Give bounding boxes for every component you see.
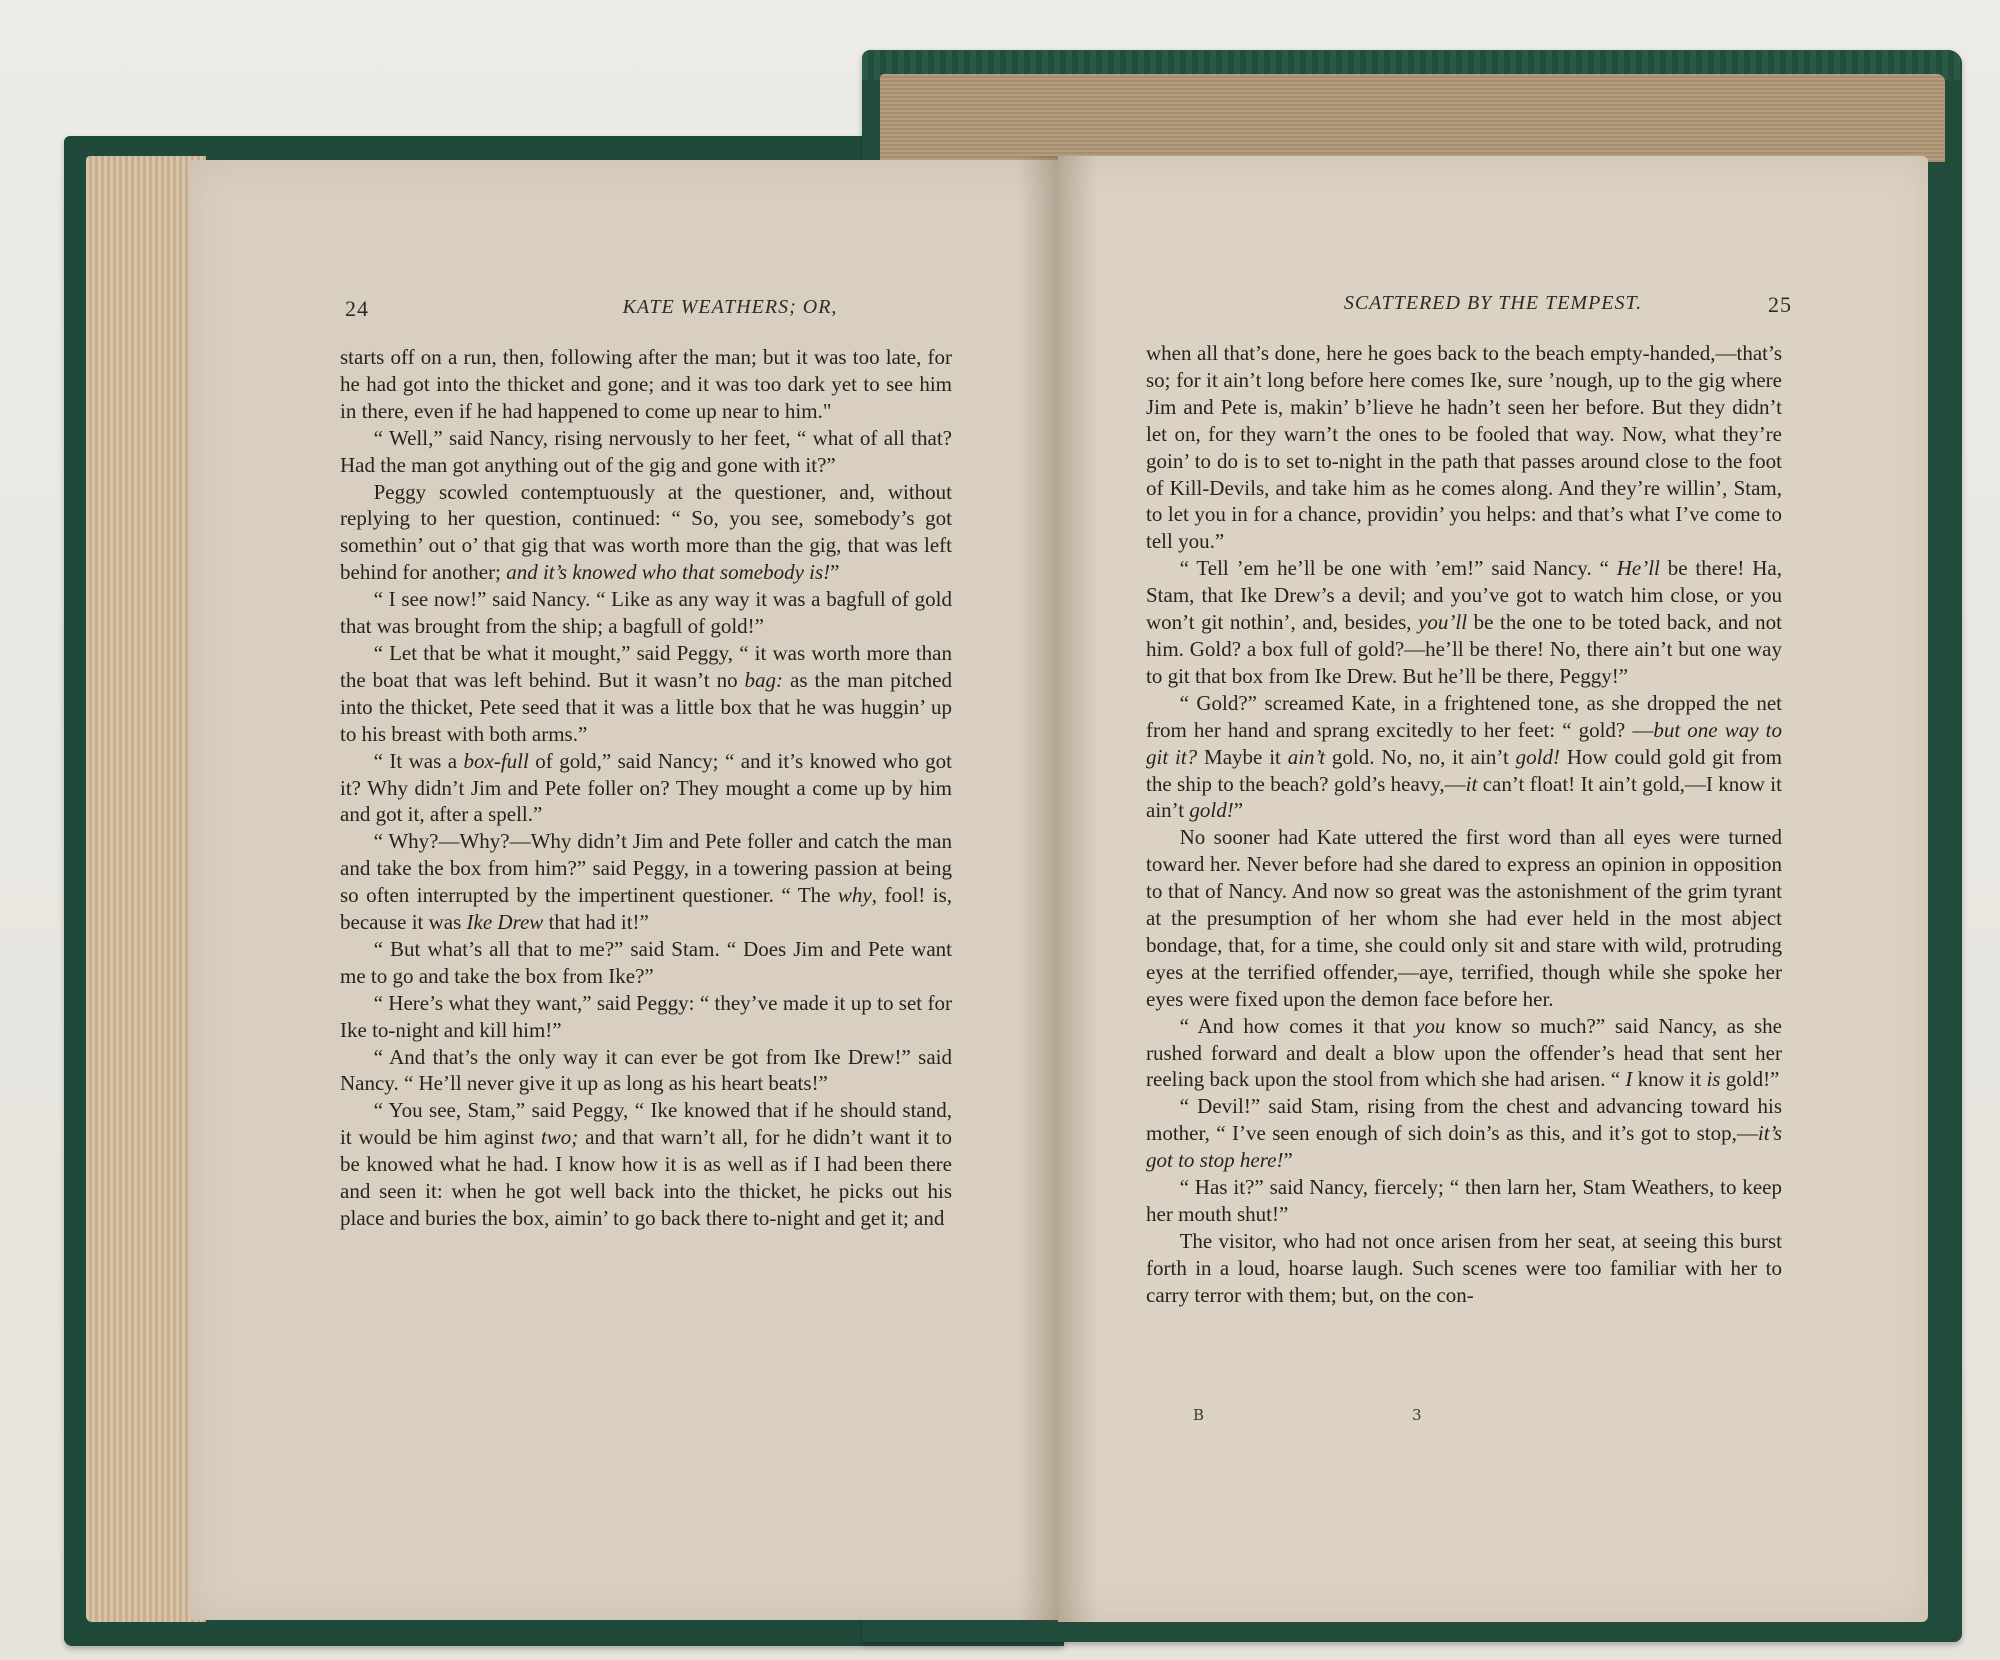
italic-text: you bbox=[1415, 1013, 1446, 1038]
right-page bbox=[1058, 156, 1928, 1622]
italic-text: gold! bbox=[1515, 744, 1560, 769]
italic-text: you’ll bbox=[1418, 610, 1468, 635]
italic-text: and it’s knowed who that somebody is! bbox=[506, 560, 831, 585]
paragraph: “ Why?—Why?—Why didn’t Jim and Pete foller and catch the man and take the box from him?” said Peggy, in a towering passion at being so often interrupted by the impertinent questioner. “ The why, fool! is, because it was Ike Drew that had it!” bbox=[340, 829, 953, 935]
paragraph: “ You see, Stam,” said Peggy, “ Ike knowed that if he should stand, it would be him aginst two; and that warn’t all, for he didn’t want it to be knowed what he had. I know how it is as well as if I had been there and seen it: when he got well back into the thicket, he picks out his place and buries the box, aimin’ to go back there to-night and get it; and bbox=[340, 1098, 952, 1230]
left-page-stack bbox=[86, 156, 206, 1622]
paragraph: No sooner had Kate uttered the first word than all eyes were turned toward her. Never before had she dared to express an opinion in opposition to that of Nancy. And now so great was the astonishment of the grim tyrant at the presumption of her whom she had ever held in the most abject bondage, that, for a time, she could only sit and stare with wild, protruding eyes at the terrified offender,—aye, terrified, though while she spoke her eyes were fixed upon the demon face before her. bbox=[1146, 825, 1782, 1011]
paragraph: “ Gold?” screamed Kate, in a frightened tone, as she dropped the net from her hand and sprang excitedly to her feet: “ gold? —but one way to git it? Maybe it ain’t gold. No, no, it ain’t gold! How could gold git from the ship to the beach? gold’s heavy,—it can’t float! It ain’t gold,—I know it ain’t gold!” bbox=[1146, 690, 1782, 823]
paragraph: “ Well,” said Nancy, rising nervously to her feet, “ what of all that? Had the man got anything out of the gig and gone with it?” bbox=[340, 425, 952, 477]
paragraph: when all that’s done, here he goes back to the beach empty-handed,—that’s so; for it ain’t long before here comes Ike, sure ’nough, up to the gig where Jim and Pete is, makin’ b’lieve he hadn’t seen her before. But they didn’t let on, for they warn’t the ones to be fooled that way. Now, what they’re goin’ to do is to set to-night in the path that passes around close to the foot of Kill-Devils, and take him as he comes along. And they’re willin’, Stam, to let you in for a chance, providin’ you helps: and that’s what I’ve come to tell you.” bbox=[1146, 341, 1782, 554]
paragraph: “ It was a box-full of gold,” said Nancy; “ and it’s knowed who got it? Why didn’t Jim and Pete foller on? They mought a come up by him and got it, after a spell.” bbox=[340, 748, 952, 827]
signature-number: 3 bbox=[1412, 1406, 1422, 1424]
running-head: KATE WEATHERS; OR, bbox=[622, 296, 838, 318]
paragraph: “ Let that be what it mought,” said Peggy, “ it was worth more than the boat that was left behind. But it wasn’t no bag: as the man pitched into the thicket, Pete seed that it was a little box that he was huggin’ up to his breast with both arms.” bbox=[340, 640, 952, 746]
paragraph: starts off on a run, then, following after the man; but it was too late, for he had got into the thicket and gone; and it was too dark yet to see him in there, even if he had happened to come up near to him." bbox=[340, 345, 952, 423]
italic-text: I bbox=[1625, 1067, 1633, 1092]
italic-text: bag: bbox=[744, 667, 784, 692]
paragraph: “ Here’s what they want,” said Peggy: “ they’ve made it up to set for Ike to-night and kill him!” bbox=[340, 990, 952, 1042]
page-number: 25 bbox=[1768, 292, 1792, 317]
italic-text: Ike Drew bbox=[466, 910, 544, 935]
italic-text: gold! bbox=[1189, 798, 1234, 823]
italic-text: two; bbox=[540, 1125, 579, 1150]
paragraph: “ And how comes it that you know so much?” said Nancy, as she rushed forward and dealt a blow upon the offender’s head that sent her reeling back upon the stool from which she had arisen. “ I know it is gold!” bbox=[1146, 1013, 1782, 1092]
paragraph: “ Tell ’em he’ll be one with ’em!” said Nancy. “ He’ll be there! Ha, Stam, that Ike Drew’s a devil; and you’ve got to watch him close, or you won’t git nothin’, and, besides, you’ll be the one to be toted back, and not him. Gold? a box full of gold?—he’ll be there! No, there ain’t but one way to git that box from Ike Drew. But he’ll be there, Peggy!” bbox=[1146, 556, 1782, 688]
body-text bbox=[1146, 340, 1782, 1309]
left-page bbox=[190, 160, 1058, 1620]
paragraph: The visitor, who had not once arisen from her seat, at seeing this burst forth in a loud, hoarse laugh. Such scenes were too familiar with her to carry terror with them; but, on the con- bbox=[1146, 1228, 1782, 1307]
italic-text: it’s got to stop here! bbox=[1146, 1121, 1782, 1173]
italic-text: He’ll bbox=[1616, 556, 1660, 581]
italic-text: ain’t bbox=[1287, 744, 1326, 769]
paragraph: “ And that’s the only way it can ever be got from Ike Drew!” said Nancy. “ He’ll never give it up as long as his heart beats!” bbox=[340, 1044, 952, 1096]
running-head: SCATTERED BY THE TEMPEST. bbox=[1343, 292, 1643, 314]
signature-letter: B bbox=[1193, 1406, 1205, 1424]
page-number: 24 bbox=[345, 296, 369, 321]
paragraph: “ I see now!” said Nancy. “ Like as any way it was a bagfull of gold that was brought from the ship; a bagfull of gold!” bbox=[340, 587, 952, 639]
italic-text: is bbox=[1706, 1067, 1721, 1092]
italic-text: box-full bbox=[463, 748, 529, 773]
paragraph: “ But what’s all that to me?” said Stam. “ Does Jim and Pete want me to go and take the box from Ike?” bbox=[340, 936, 952, 988]
body-text bbox=[340, 344, 952, 1232]
paragraph: “ Devil!” said Stam, rising from the chest and advancing toward his mother, “ I’ve seen enough of sich doin’s as this, and it’s got to stop,—it’s got to stop here!” bbox=[1146, 1094, 1782, 1173]
paragraph: Peggy scowled contemptuously at the questioner, and, without replying to her question, continued: “ So, you see, somebody’s got somethin’ out o’ that gig that was worth more than the gig, that was left behind for another; and it’s knowed who that somebody is!” bbox=[340, 479, 952, 585]
page-block-edge bbox=[880, 74, 1945, 162]
paragraph: “ Has it?” said Nancy, fiercely; “ then larn her, Stam Weathers, to keep her mouth shut!” bbox=[1146, 1175, 1782, 1226]
italic-text: it bbox=[1465, 771, 1478, 796]
italic-text: but one way to git it? bbox=[1146, 717, 1782, 769]
italic-text: why bbox=[837, 883, 872, 908]
